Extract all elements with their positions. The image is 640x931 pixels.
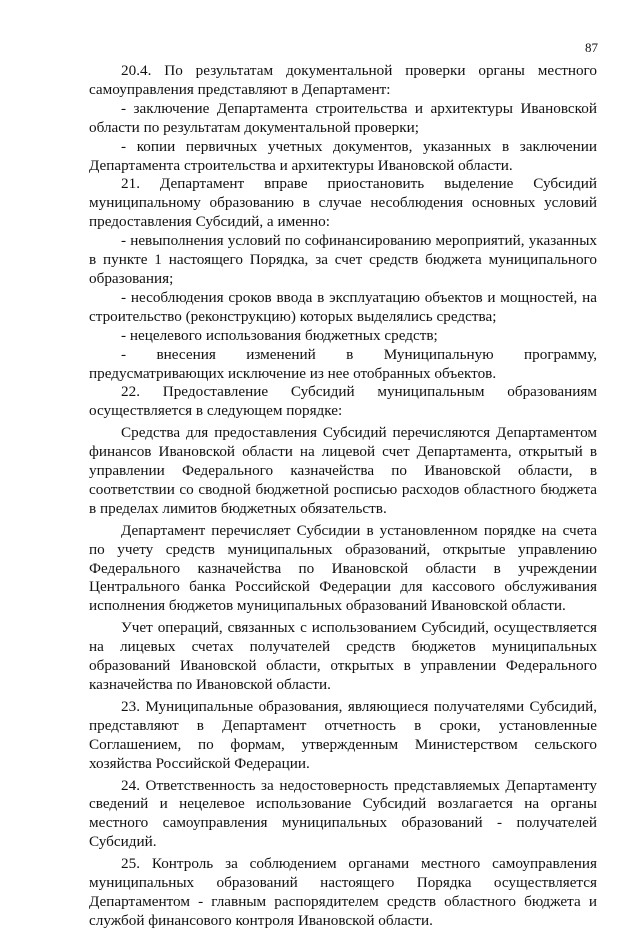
document-body [89, 62, 597, 931]
list-item-program-changes: - внесения изменений в Муниципальную программу, предусматривающих исключение из нее отобранных объектов. [89, 345, 597, 382]
page-number: 87 [585, 40, 598, 55]
paragraph-department-transfers: Департамент перечисляет Субсидии в установленном порядке на счета по учету средств муниципальных образований, открытые управлению Федерального казначейства по Ивановской области в учреждении Центрального банка Российской Федерации для кассового обслуживания исполнения бюджетов муниципальных образований Ивановской области. [89, 521, 597, 615]
paragraph-transfer-funds: Средства для предоставления Субсидий перечисляются Департаментом финансов Ивановской области на лицевой счет Департамента, открытый в управлении Федерального казначейства по Ивановской области, в соответствии со сводной бюджетной росписью расходов областного бюджета в пределах лимитов бюджетных обязательств. [89, 424, 597, 517]
list-item-conclusion: - заключение Департамента строительства и архитектуры Ивановской области по результатам документальной проверки; [89, 99, 597, 136]
paragraph-22: 22. Предоставление Субсидий муниципальным образованиям осуществляется в следующем порядке: [89, 383, 597, 420]
paragraph-25: 25. Контроль за соблюдением органами местного самоуправления муниципальных образований настоящего Порядка осуществляется Департаментом - главным распорядителем средств областного бюджета и службой финансового контроля Ивановской области. [89, 855, 597, 929]
list-item-misuse: - нецелевого использования бюджетных средств; [121, 326, 438, 344]
list-item-cofinancing: - невыполнения условий по софинансированию мероприятий, указанных в пункте 1 настоящего Порядка, за счет средств бюджета муниципального образования; [89, 232, 597, 287]
paragraph-20-4: 20.4. По результатам документальной проверки органы местного самоуправления представляют в Департамент: [89, 62, 597, 98]
list-item-copies: - копии первичных учетных документов, указанных в заключении Департамента строительства и архитектуры Ивановской области. [89, 137, 597, 174]
paragraph-21: 21. Департамент вправе приостановить выделение Субсидий муниципальному образованию в случае несоблюдения основных условий предоставления Субсидий, а именно: [89, 175, 597, 231]
paragraph-accounting: Учет операций, связанных с использованием Субсидий, осуществляется на лицевых счетах получателей средств бюджетов муниципальных образований Ивановской области, открытых в управлении Федерального казначейства по Ивановской области. [89, 619, 597, 693]
paragraph-24: 24. Ответственность за недостоверность представляемых Департаменту сведений и нецелевое использование Субсидий возлагается на органы местного самоуправления муниципальных образований - получателей Субсидий. [89, 776, 597, 851]
list-item-deadlines: - несоблюдения сроков ввода в эксплуатацию объектов и мощностей, на строительство (реконструкцию) которых выделялись средства; [89, 288, 597, 325]
paragraph-23: 23. Муниципальные образования, являющиеся получателями Субсидий, представляют в Департамент отчетность в сроки, установленные Соглашением, по формам, утвержденным Министерством сельского хозяйства Российской Федерации. [89, 697, 597, 772]
